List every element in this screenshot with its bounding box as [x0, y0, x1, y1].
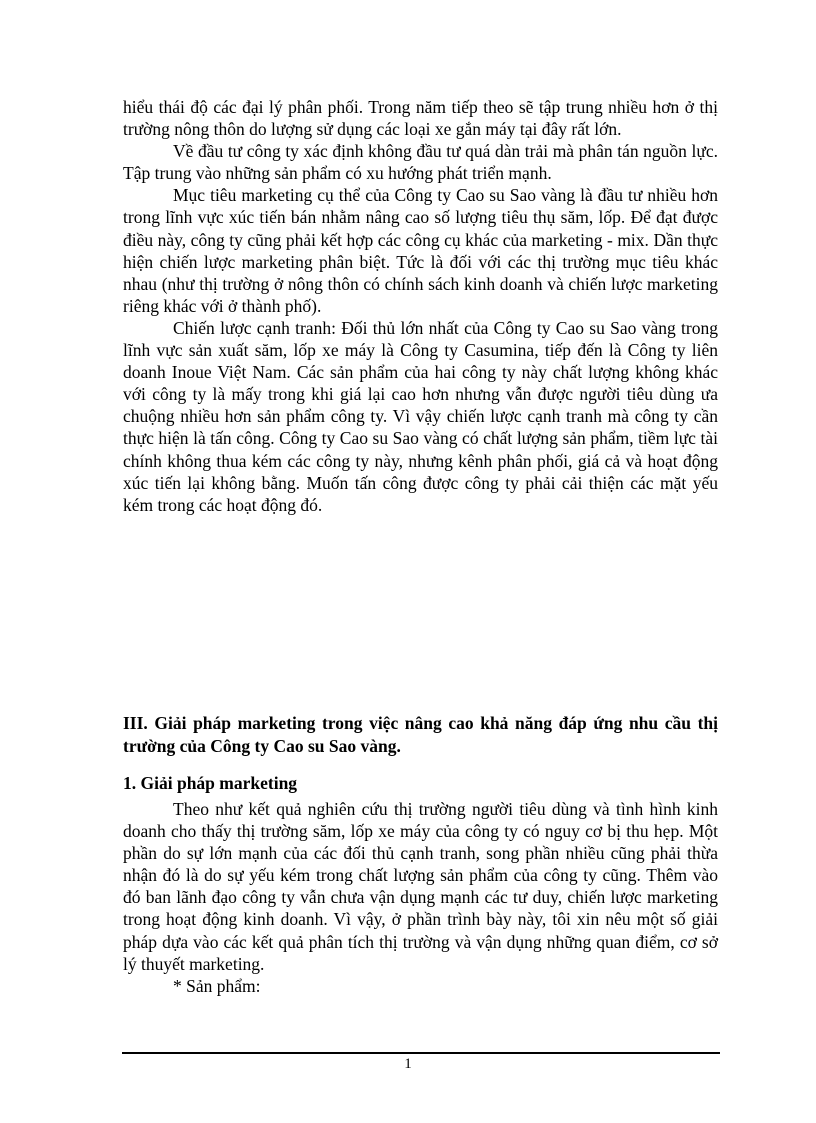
section-heading-block	[123, 712, 718, 758]
section-heading: III. Giải pháp marketing trong việc nâng cao khả năng đáp ứng nhu cầu thị trường của Công ty Cao su Sao vàng.	[123, 713, 718, 756]
paragraph-competitive-strategy: Chiến lược cạnh tranh: Đối thủ lớn nhất của Công ty Cao su Sao vàng trong lĩnh vực sản xuất săm, lốp xe máy là Công ty Casumina, tiếp đến là Công ty liên doanh Inoue Việt Nam. Các sản phẩm của hai công ty này chất lượng không khác với công ty là mấy trong khi giá lại cao hơn nhưng vẫn được người tiêu dùng ưa chuộng nhiều hơn sản phẩm công ty. Vì vậy chiến lược cạnh tranh mà công ty cần thực hiện là tấn công. Công ty Cao su Sao vàng có chất lượng sản phẩm, tiềm lực tài chính không thua kém các công ty này, nhưng kênh phân phối, giá cả và hoạt động xúc tiến lại không bằng. Muốn tấn công được công ty phải cải thiện các mặt yếu kém trong các hoạt động đó.	[123, 317, 718, 515]
footer-divider	[122, 1052, 720, 1054]
paragraph-market-research: Theo như kết quả nghiên cứu thị trường người tiêu dùng và tình hình kinh doanh cho thấy thị trường săm, lốp xe máy của công ty có nguy cơ bị thu hẹp. Một phần do sự lớn mạnh của các đối thủ cạnh tranh, song phần nhiều cũng phải thừa nhận đó là do sự yếu kém trong chất lượng sản phẩm của công ty cũng. Thêm vào đó ban lãnh đạo công ty vẫn chưa vận dụng mạnh các tư duy, chiến lược marketing trong hoạt động kinh doanh. Vì vậy, ở phần trình bày này, tôi xin nêu một số giải pháp dựa vào các kết quả phân tích thị trường và vận dụng những quan điểm, cơ sở lý thuyết marketing.	[123, 799, 718, 974]
paragraph-investment: Về đầu tư công ty xác định không đầu tư quá dàn trải mà phân tán nguồn lực. Tập trung vào những sản phẩm có xu hướng phát triển mạnh.	[123, 141, 718, 184]
subsection-heading-block	[123, 772, 718, 795]
body-text-bottom	[123, 798, 718, 997]
body-text-top	[123, 96, 718, 516]
paragraph-dealer-attitude: hiểu thái độ các đại lý phân phối. Trong năm tiếp theo sẽ tập trung nhiều hơn ở thị trường nông thôn do lượng sử dụng các loại xe gắn máy tại đây rất lớn.	[123, 97, 718, 140]
paragraph-product-item: * Sản phẩm:	[173, 975, 261, 996]
paragraph-marketing-goal: Mục tiêu marketing cụ thể của Công ty Cao su Sao vàng là đầu tư nhiều hơn trong lĩnh vực xúc tiến bán nhằm nâng cao số lượng tiêu thụ săm, lốp. Để đạt được điều này, công ty cũng phải kết hợp các công cụ khác của marketing - mix. Dần thực hiện chiến lược marketing phân biệt. Tức là đối với các thị trường mục tiêu khác nhau (như thị trường ở nông thôn có chính sách kinh doanh và chiến lược marketing riêng khác với ở thành phố).	[123, 185, 718, 316]
page-number: 1	[404, 1056, 412, 1072]
subsection-heading: 1. Giải pháp marketing	[123, 773, 298, 793]
